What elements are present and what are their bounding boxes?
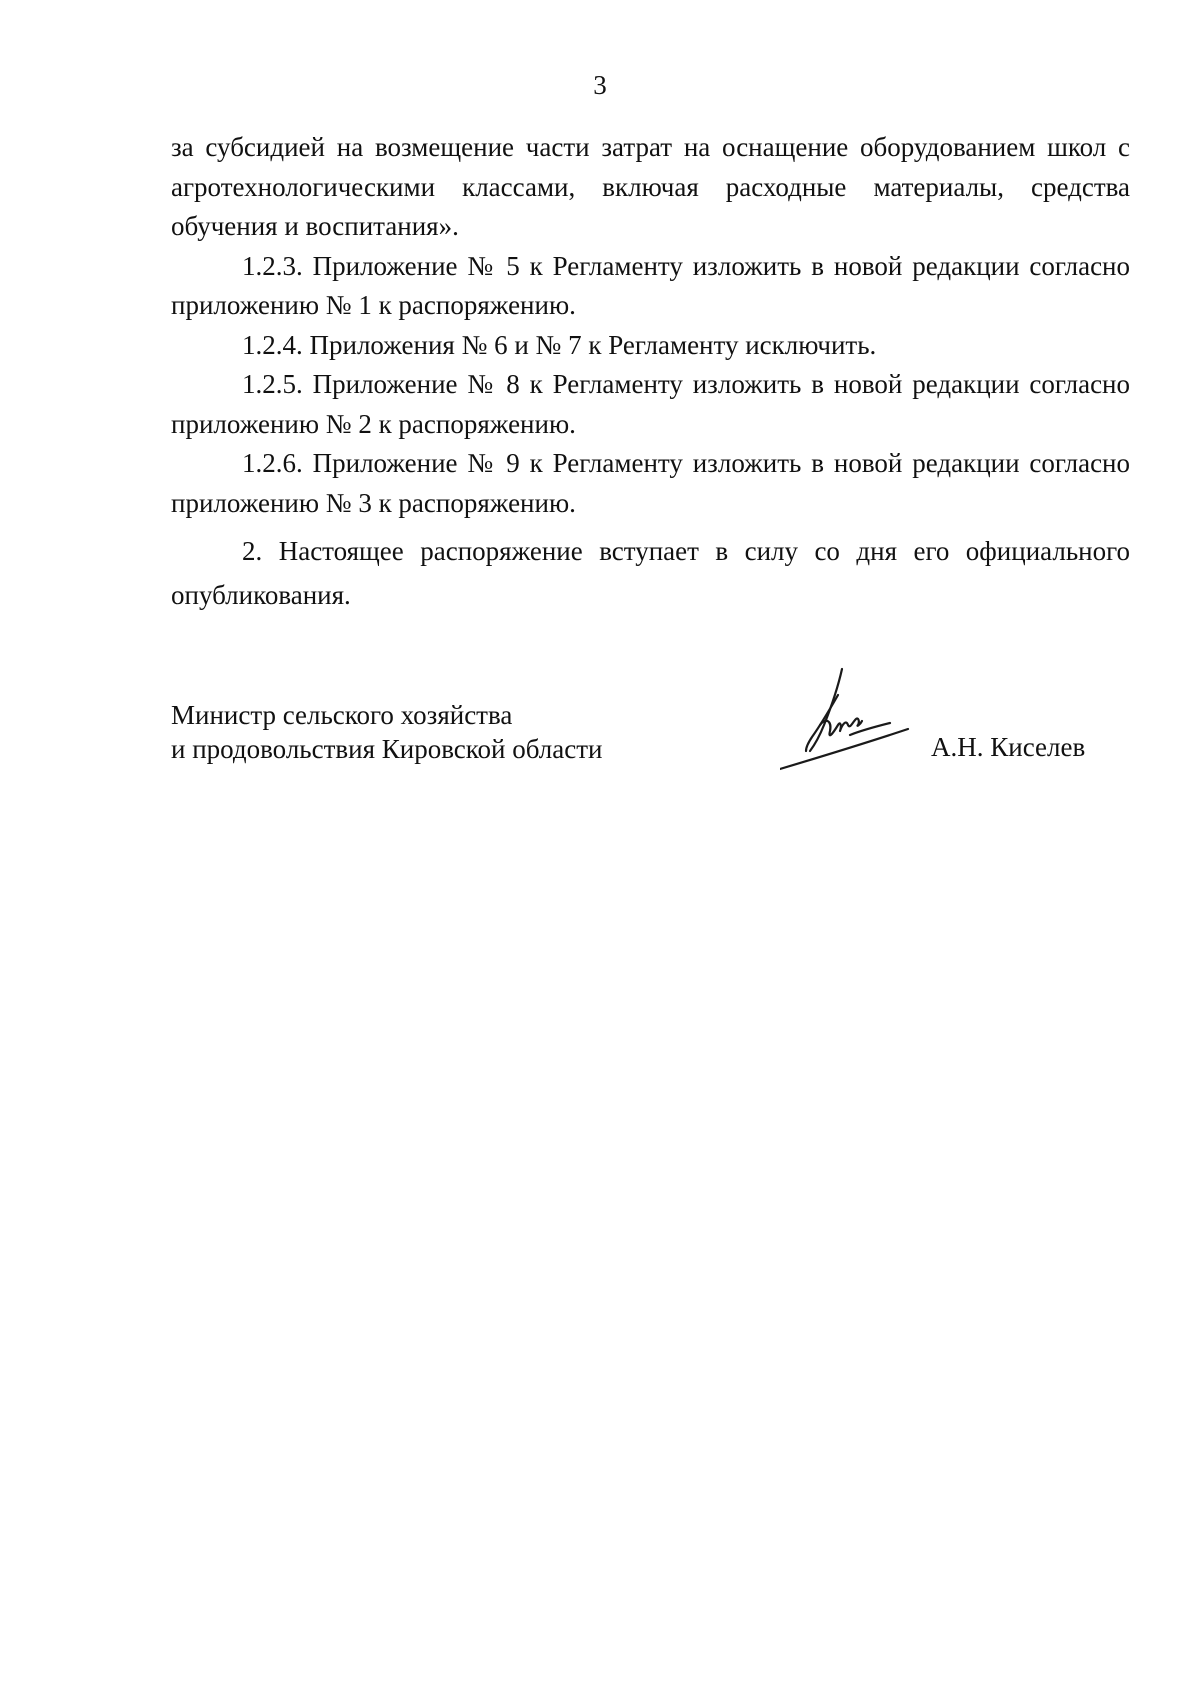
signatory-position-line-2: и продовольствия Кировской области xyxy=(171,734,603,764)
page-number: 3 xyxy=(593,70,607,100)
paragraph-1-2-6: 1.2.6. Приложение № 9 к Регламенту изложить в новой редакции согласно приложению № 3 к распоряжению. xyxy=(171,448,1130,518)
paragraph-2-effective-date: 2. Настоящее распоряжение вступает в силу со дня его официального опубликования. xyxy=(171,536,1130,610)
paragraph-1-2-4: 1.2.4. Приложения № 6 и № 7 к Регламенту исключить. xyxy=(242,329,877,360)
handwritten-signature xyxy=(780,665,920,775)
signatory-position-line-1: Министр сельского хозяйства xyxy=(171,700,513,730)
paragraph-continuation: за субсидией на возмещение части затрат на оснащение оборудованием школ с агротехнологическими классами, включая расходные материалы, средства обучения и воспитания». xyxy=(171,132,1130,241)
paragraph-1-2-3: 1.2.3. Приложение № 5 к Регламенту изложить в новой редакции согласно приложению № 1 к распоряжению. xyxy=(171,250,1130,320)
paragraph-1-2-5: 1.2.5. Приложение № 8 к Регламенту изложить в новой редакции согласно приложению № 2 к распоряжению. xyxy=(171,369,1130,439)
signatory-name: А.Н. Киселев xyxy=(931,732,1086,762)
signatory-position xyxy=(171,698,603,766)
document-body xyxy=(171,128,1130,617)
